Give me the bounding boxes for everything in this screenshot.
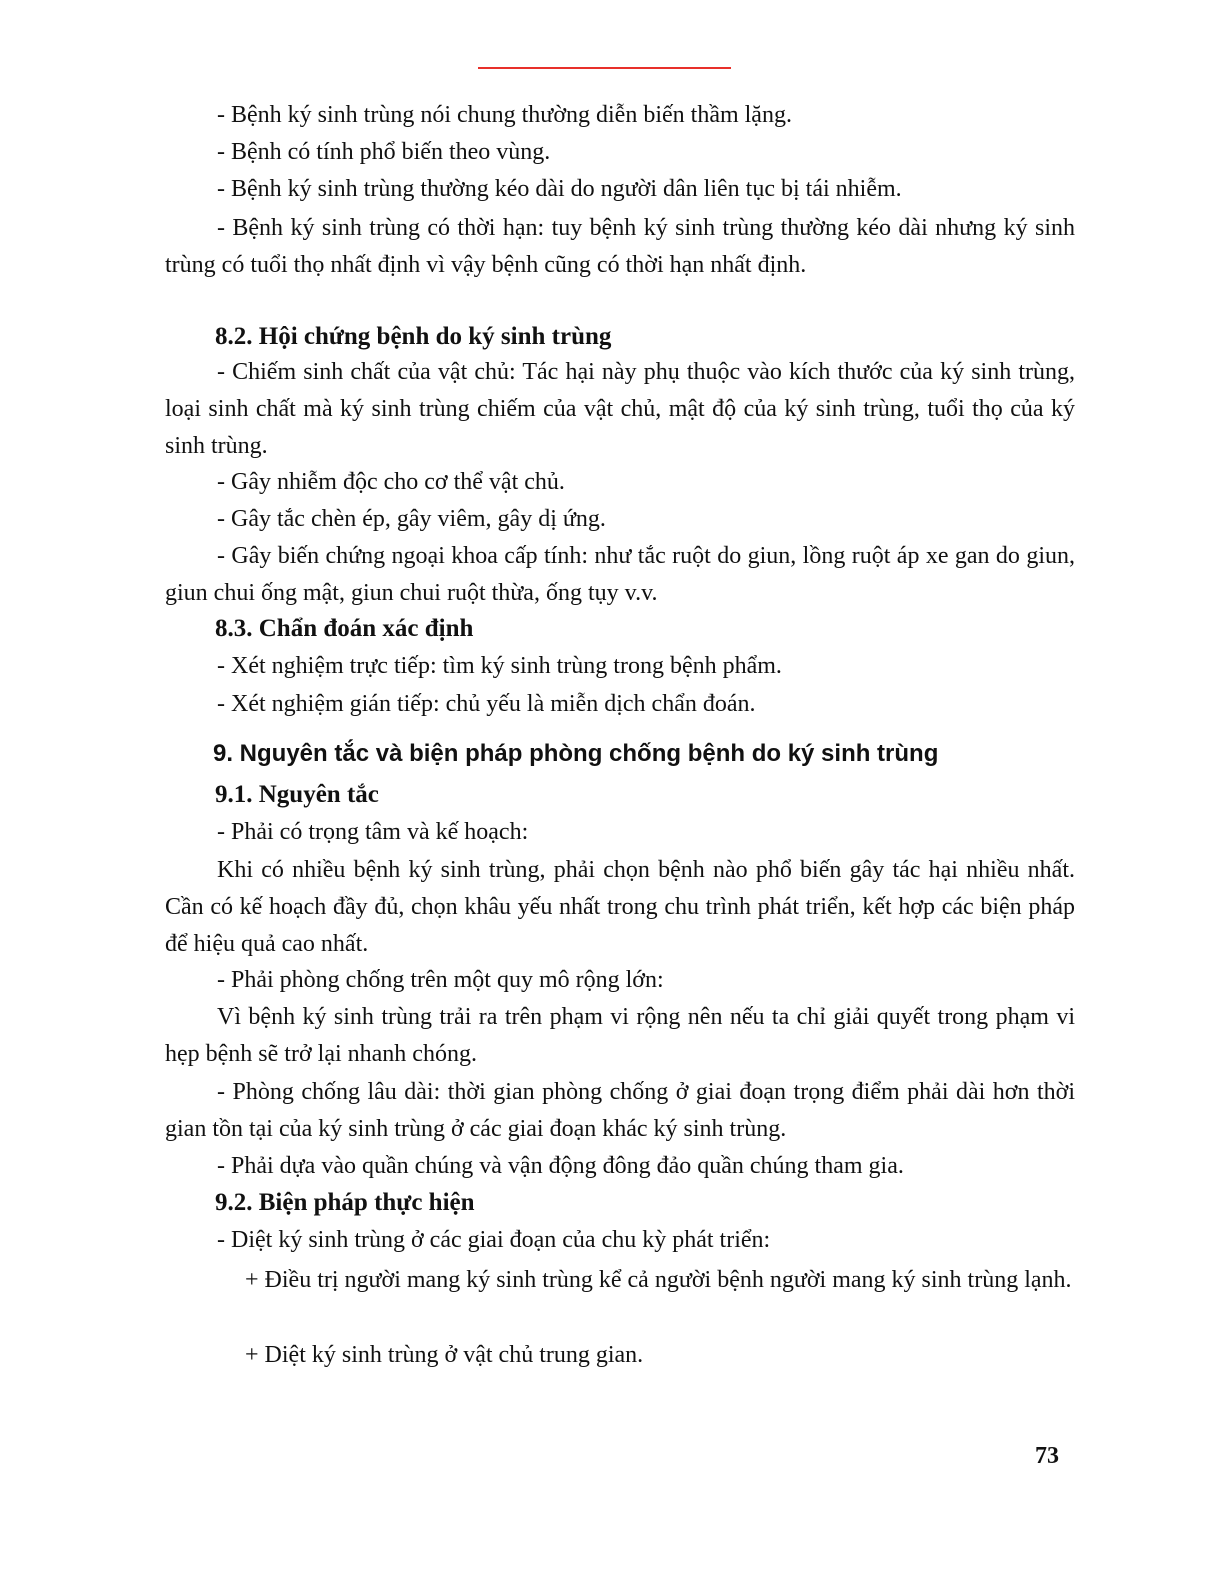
paragraph: Vì bệnh ký sinh trùng trải ra trên phạm vi rộng nên nếu ta chỉ giải quyết trong phạm vi hẹp bệnh sẽ trở lại nhanh chóng. <box>165 1004 1075 1067</box>
header-rule <box>478 67 731 69</box>
paragraph: Khi có nhiều bệnh ký sinh trùng, phải chọn bệnh nào phổ biến gây tác hại nhiều nhất. Cần có kế hoạch đầy đủ, chọn khâu yếu nhất trong chu trình phát triển, kết hợp các biện pháp để hiệu quả cao nhất. <box>165 857 1075 957</box>
section-heading-8-3: 8.3. Chẩn đoán xác định <box>215 615 474 642</box>
bullet-text: - Phải phòng chống trên một quy mô rộng lớn: <box>217 967 664 993</box>
paragraph: - Gây biến chứng ngoại khoa cấp tính: như tắc ruột do giun, lồng ruột áp xe gan do giun, giun chui ống mật, giun chui ruột thừa, ống tụy v.v. <box>165 543 1075 606</box>
bullet-text: - Phải có trọng tâm và kế hoạch: <box>217 819 529 845</box>
bullet-text: - Gây nhiễm độc cho cơ thể vật chủ. <box>217 469 565 495</box>
bullet-text: - Bệnh có tính phổ biến theo vùng. <box>217 139 551 165</box>
bullet-text: - Xét nghiệm trực tiếp: tìm ký sinh trùng trong bệnh phẩm. <box>217 653 782 679</box>
section-heading-9-1: 9.1. Nguyên tắc <box>215 781 379 808</box>
chapter-heading-9: 9. Nguyên tắc và biện pháp phòng chống bệnh do ký sinh trùng <box>213 740 939 767</box>
bullet-text: - Bệnh ký sinh trùng nói chung thường diễn biến thầm lặng. <box>217 102 792 128</box>
bullet-text: - Phải dựa vào quần chúng và vận động đông đảo quần chúng tham gia. <box>217 1153 904 1179</box>
paragraph: - Phòng chống lâu dài: thời gian phòng chống ở giai đoạn trọng điểm phải dài hơn thời gian tồn tại của ký sinh trùng ở các giai đoạn khác ký sinh trùng. <box>165 1079 1075 1142</box>
bullet-text: - Diệt ký sinh trùng ở các giai đoạn của chu kỳ phát triển: <box>217 1227 771 1253</box>
bullet-text: - Gây tắc chèn ép, gây viêm, gây dị ứng. <box>217 506 606 532</box>
bullet-text: + Diệt ký sinh trùng ở vật chủ trung gian. <box>245 1342 644 1368</box>
section-heading-9-2: 9.2. Biện pháp thực hiện <box>215 1189 475 1216</box>
bullet-text: - Xét nghiệm gián tiếp: chủ yếu là miễn dịch chẩn đoán. <box>217 691 756 717</box>
paragraph: - Chiếm sinh chất của vật chủ: Tác hại này phụ thuộc vào kích thước của ký sinh trùng, loại sinh chất mà ký sinh trùng chiếm của vật chủ, mật độ của ký sinh trùng, tuổi thọ của ký sinh trùng. <box>165 359 1075 459</box>
section-heading-8-2: 8.2. Hội chứng bệnh do ký sinh trùng <box>215 323 612 350</box>
paragraph: - Bệnh ký sinh trùng có thời hạn: tuy bệnh ký sinh trùng thường kéo dài nhưng ký sinh trùng có tuổi thọ nhất định vì vậy bệnh cũng có thời hạn nhất định. <box>165 215 1075 278</box>
bullet-text: - Bệnh ký sinh trùng thường kéo dài do người dân liên tục bị tái nhiễm. <box>217 176 902 202</box>
page-number: 73 <box>1035 1443 1059 1469</box>
paragraph: + Điều trị người mang ký sinh trùng kể cả người bệnh người mang ký sinh trùng lạnh. <box>245 1267 1072 1293</box>
